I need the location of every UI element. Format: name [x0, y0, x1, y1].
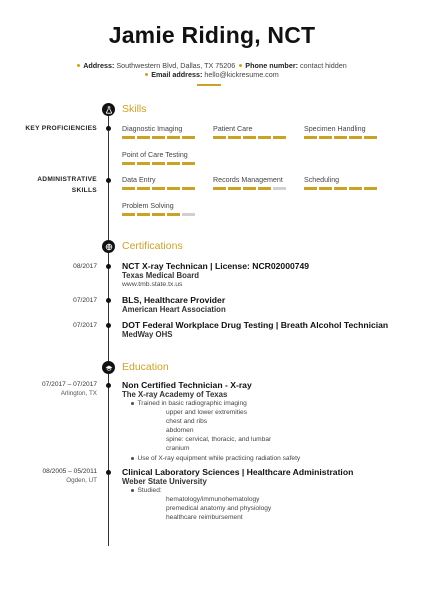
skill-level-bar [122, 213, 195, 216]
skill-level-segment-filled [243, 136, 256, 139]
edu-title: Clinical Laboratory Sciences | Healthcare Administration [122, 467, 354, 477]
skill-level-segment-filled [304, 187, 317, 190]
edu-school: The X-ray Academy of Texas [122, 390, 228, 399]
skill-level-segment-filled [152, 136, 165, 139]
address-label: Address: [83, 61, 115, 70]
phone-value: contact hidden [300, 61, 347, 70]
skill-name: Specimen Handling [304, 125, 366, 133]
edu-date: 07/2017 – 07/2017 [41, 381, 97, 388]
skill-level-segment-filled [152, 187, 165, 190]
cert-issuer: MedWay OHS [122, 330, 173, 339]
skill-level-segment-filled [182, 136, 195, 139]
skill-name: Scheduling [304, 176, 340, 184]
skill-level-segment-filled [137, 162, 150, 165]
edu-location: Ogden, UT [66, 477, 97, 484]
edu-date: 08/2005 – 05/2011 [42, 468, 97, 475]
cert-title: DOT Federal Workplace Drug Testing | Breath Alcohol Technician [122, 320, 389, 330]
cert-title: NCT X-ray Technican | License: NCR02000749 [122, 261, 310, 271]
email-label: Email address: [151, 70, 203, 79]
skill-level-bar [122, 136, 195, 139]
skill-level-segment-empty [273, 187, 286, 190]
skill-level-segment-filled [319, 187, 332, 190]
candidate-name: Jamie Riding, NCT [108, 22, 316, 48]
graduation-cap-icon [102, 361, 115, 374]
cert-issuer: Texas Medical Board [122, 271, 199, 280]
bullet-dot-icon [145, 73, 148, 76]
contact-line-2 [0, 70, 424, 79]
skill-category-label: ADMINISTRATIVE SKILLS [37, 176, 97, 194]
skill-level-bar [304, 187, 377, 190]
edu-sub-item: abdomen [166, 427, 194, 434]
cert-date: 07/2017 [73, 322, 97, 329]
edu-sub-item: hematology/immunohematology [166, 496, 260, 503]
skills-section-title: Skills [122, 103, 147, 115]
skill-level-bar [304, 136, 377, 139]
skill-level-bar [122, 187, 195, 190]
timeline-line [108, 110, 109, 546]
skill-level-segment-filled [273, 136, 286, 139]
skill-level-segment-filled [122, 162, 135, 165]
skill-level-segment-filled [167, 162, 180, 165]
edu-sub-item: chest and ribs [166, 418, 208, 425]
timeline-dot [106, 470, 111, 475]
timeline-dot [106, 298, 111, 303]
skill-level-segment-filled [152, 162, 165, 165]
skill-level-segment-filled [137, 213, 150, 216]
cert-issuer: American Heart Association [122, 305, 226, 314]
cert-date: 07/2017 [73, 297, 97, 304]
edu-school: Weber State University [122, 477, 207, 486]
edu-sub-item: cranium [166, 445, 190, 452]
skill-name: Diagnostic Imaging [122, 125, 183, 133]
skill-level-segment-filled [349, 136, 362, 139]
skill-level-segment-filled [167, 136, 180, 139]
skill-level-segment-filled [182, 162, 195, 165]
skill-level-segment-filled [152, 213, 165, 216]
skill-level-segment-filled [122, 187, 135, 190]
bullet-dot-icon [239, 64, 242, 67]
skill-level-segment-filled [228, 136, 241, 139]
skill-level-segment-empty [182, 213, 195, 216]
contact-line-1 [0, 61, 424, 70]
skill-name: Records Management [213, 176, 283, 184]
skill-level-bar [122, 162, 195, 165]
skill-level-segment-filled [258, 187, 271, 190]
skill-level-segment-filled [349, 187, 362, 190]
edu-bullet: Studied: [131, 487, 162, 494]
bullet-dot-icon [77, 64, 80, 67]
skill-level-bar [213, 187, 286, 190]
skill-name: Data Entry [122, 176, 156, 184]
address-value: Southwestern Blvd, Dallas, TX 75206 [116, 61, 236, 70]
timeline-dot [106, 323, 111, 328]
skill-level-segment-filled [334, 136, 347, 139]
cert-link[interactable]: www.tmb.state.tx.us [122, 281, 183, 288]
skill-level-segment-filled [334, 187, 347, 190]
edu-title: Non Certified Technician - X-ray [122, 380, 252, 390]
edu-sub-item: upper and lower extremities [166, 409, 247, 416]
skill-level-segment-filled [137, 136, 150, 139]
skill-level-segment-filled [122, 136, 135, 139]
skill-category-label: KEY PROFICIENCIES [25, 125, 97, 132]
email-value[interactable]: hello@kickresume.com [204, 70, 279, 79]
skill-level-segment-filled [182, 187, 195, 190]
timeline-dot [106, 264, 111, 269]
skill-level-segment-filled [243, 187, 256, 190]
certifications-section-title: Certifications [122, 240, 183, 252]
skill-level-segment-filled [167, 213, 180, 216]
skill-level-segment-filled [122, 213, 135, 216]
skill-level-segment-filled [364, 136, 377, 139]
education-section-title: Education [122, 361, 169, 373]
edu-location: Arlington, TX [60, 390, 97, 397]
phone-label: Phone number: [245, 61, 299, 70]
skill-level-segment-filled [137, 187, 150, 190]
skill-name: Problem Solving [122, 202, 174, 210]
skill-level-segment-filled [213, 136, 226, 139]
header-divider [197, 84, 221, 86]
skill-level-segment-filled [213, 187, 226, 190]
skill-name: Point of Care Testing [122, 151, 188, 159]
flask-icon [102, 103, 115, 116]
edu-sub-item: healthcare reimbursement [166, 514, 243, 521]
skill-level-segment-filled [167, 187, 180, 190]
timeline-dot [106, 126, 111, 131]
edu-sub-item: spine: cervical, thoracic, and lumbar [166, 436, 272, 443]
skill-level-segment-filled [364, 187, 377, 190]
globe-icon [102, 240, 115, 253]
cert-title: BLS, Healthcare Provider [122, 295, 226, 305]
skill-level-segment-filled [228, 187, 241, 190]
skill-level-segment-filled [319, 136, 332, 139]
skill-name: Patient Care [213, 125, 253, 133]
edu-bullet: Trained in basic radiographic imaging [131, 400, 247, 407]
cert-date: 08/2017 [73, 263, 97, 270]
edu-bullet: Use of X-ray equipment while practicing radiation safety [131, 455, 300, 462]
skill-level-bar [213, 136, 286, 139]
timeline-dot [106, 383, 111, 388]
timeline-dot [106, 178, 111, 183]
skill-level-segment-filled [304, 136, 317, 139]
edu-sub-item: premedical anatomy and physiology [166, 505, 272, 512]
skill-level-segment-filled [258, 136, 271, 139]
